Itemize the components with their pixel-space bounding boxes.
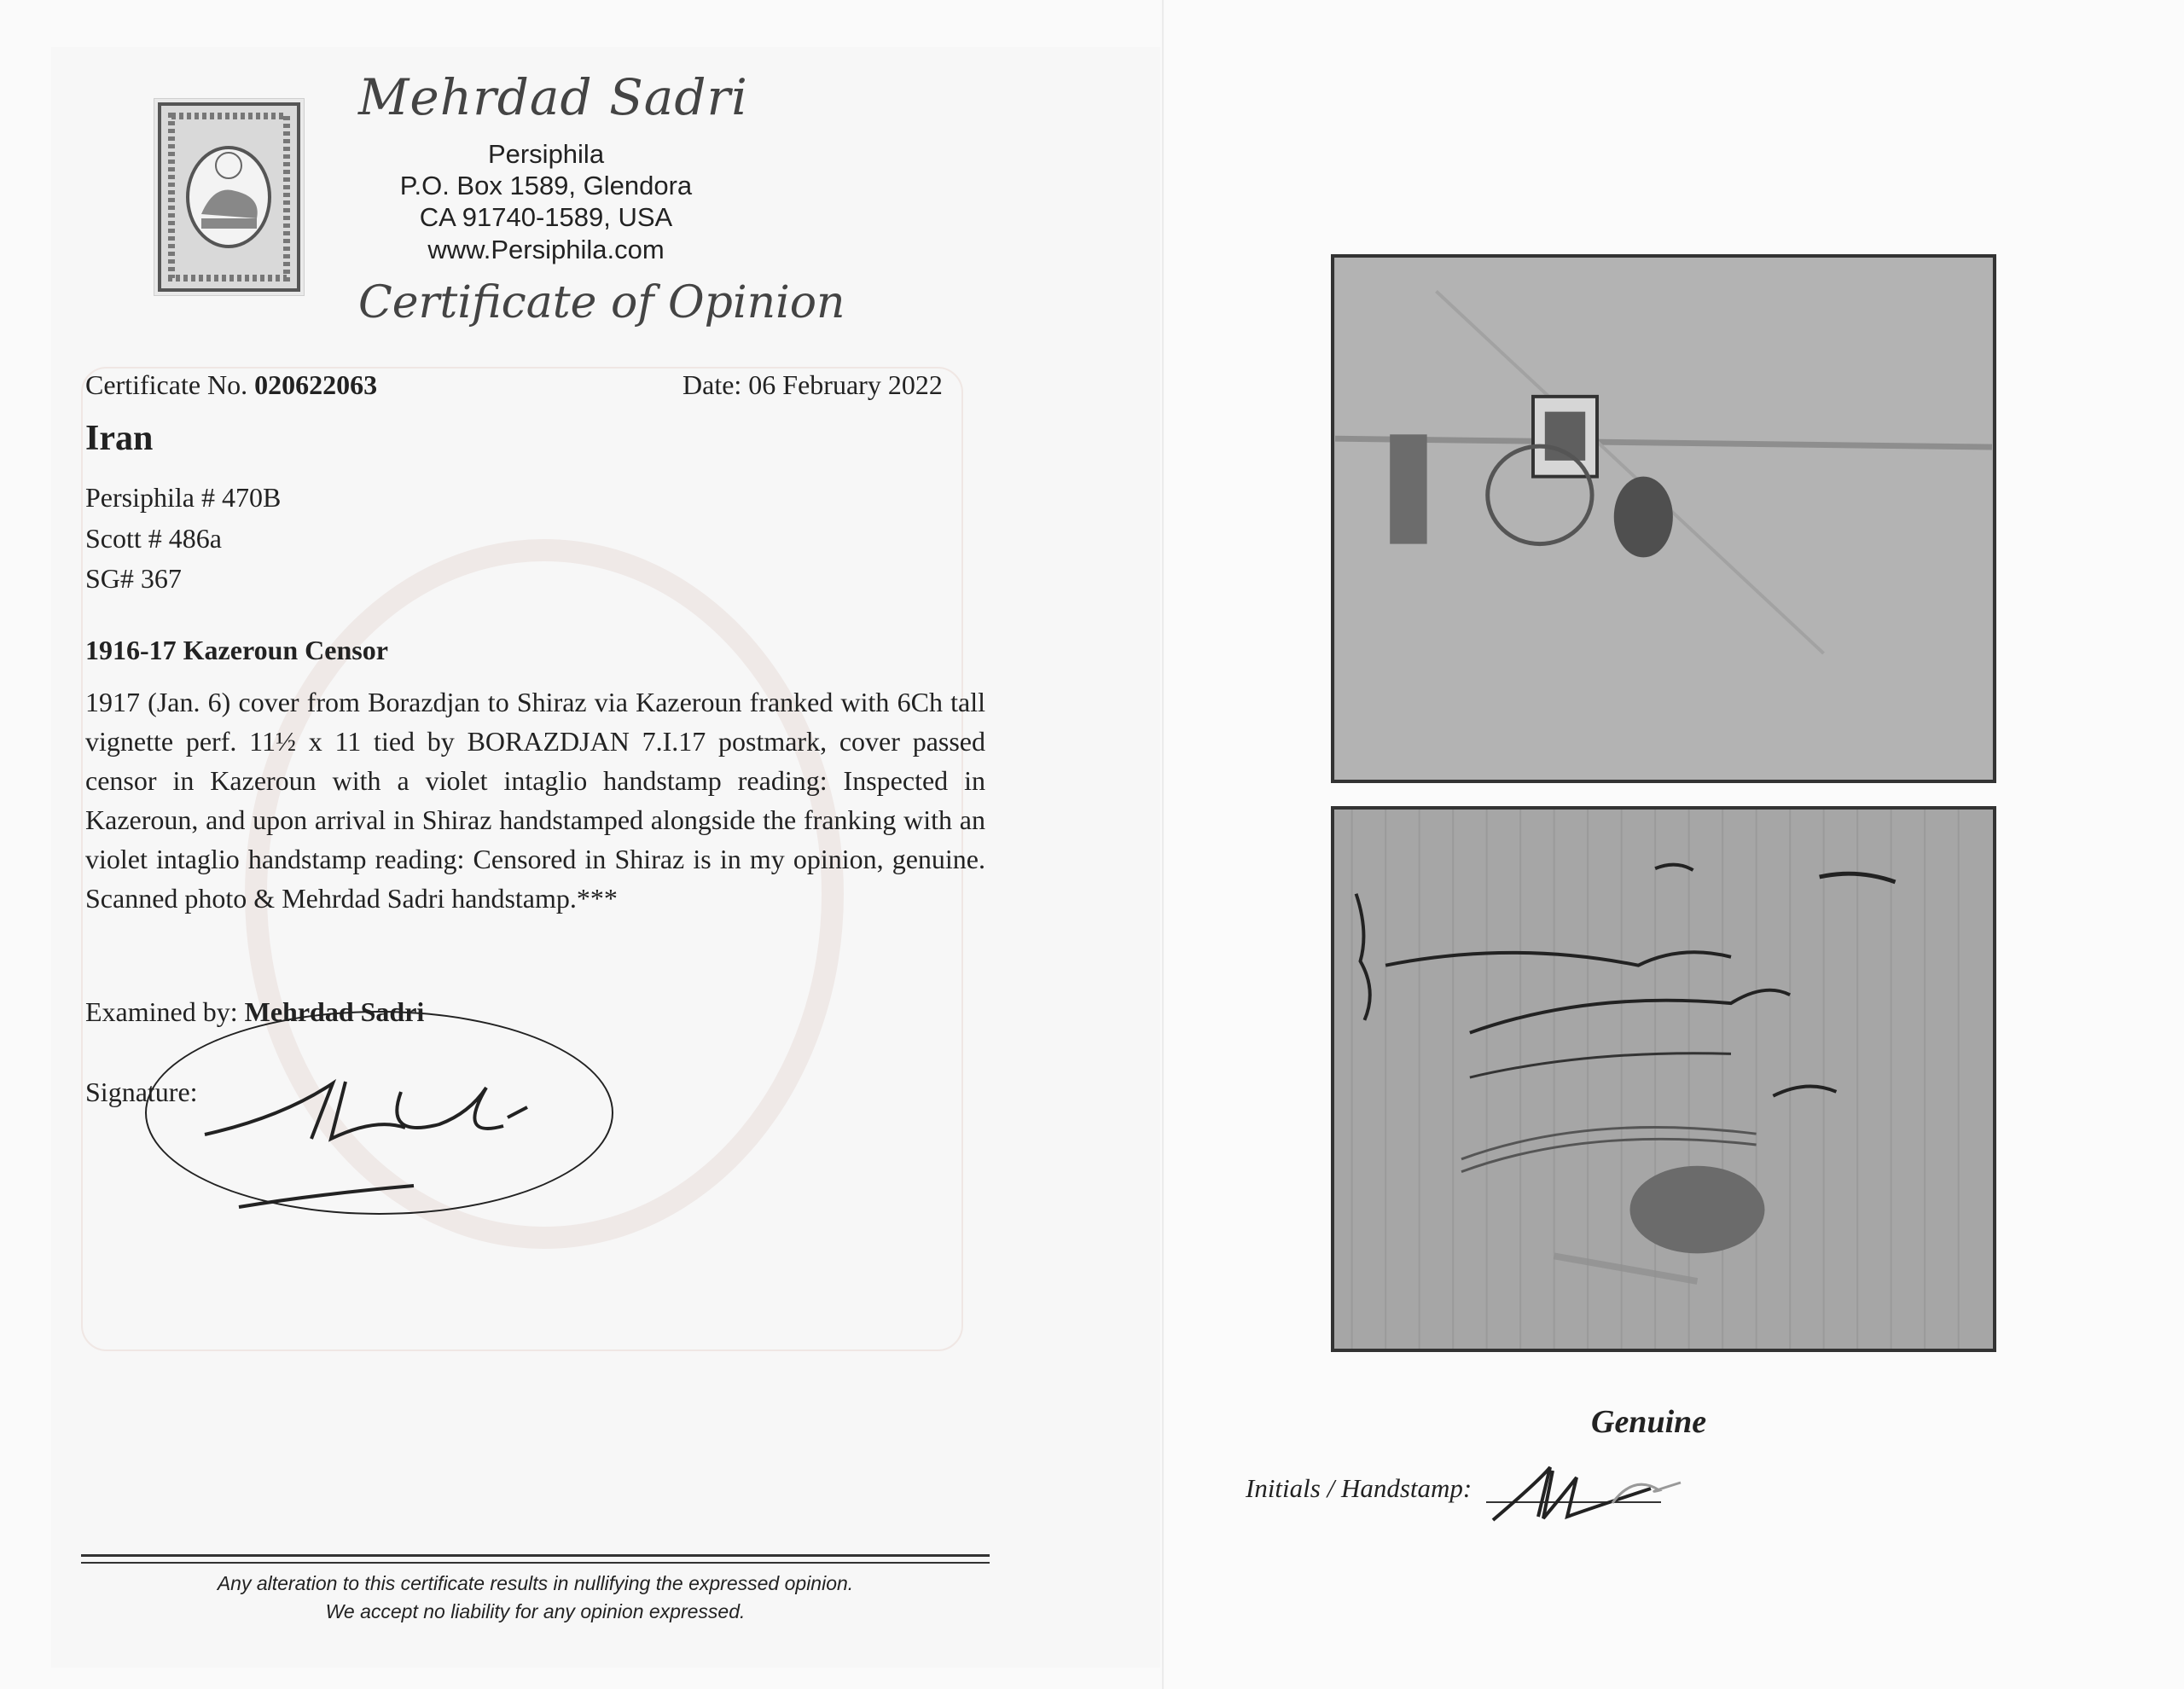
persiphila-number: Persiphila # 470B bbox=[85, 482, 282, 513]
footer-rule bbox=[81, 1554, 990, 1564]
initials-label: Initials / Handstamp: bbox=[1246, 1473, 1472, 1503]
lion-stamp-logo bbox=[154, 98, 305, 296]
page-divider bbox=[1162, 0, 1164, 1689]
certificate-number-label: Certificate No. bbox=[85, 369, 255, 400]
certificate-number-row bbox=[85, 369, 377, 401]
scott-number: Scott # 486a bbox=[85, 523, 222, 554]
cover-front-scan bbox=[1331, 806, 1996, 1352]
country-heading: Iran bbox=[85, 419, 154, 458]
brand-signature-script: Mehrdad Sadri bbox=[358, 68, 748, 126]
cover-front-image bbox=[1334, 810, 1993, 1349]
certificate-number: 020622063 bbox=[254, 369, 378, 400]
address: CA 91740-1589, USA bbox=[419, 202, 673, 232]
cover-back-image bbox=[1334, 258, 1993, 780]
examiner-name: Mehrdad Sadri bbox=[244, 996, 425, 1027]
certificate-description: 1917 (Jan. 6) cover from Borazdjan to Shiraz via Kazeroun franked with 6Ch tall vignette perf. 11½ x 11 tied by BORAZDJAN 7.I.17 postmark, cover passed censor in Kazeroun with a violet intaglio handstamp reading: Inspected in Kazeroun, and upon arrival in Shiraz handstamped alongside the franking with an violet intaglio handstamp reading: Censored in Shiraz is in my opinion, genuine. Scanned photo & Mehrdad Sadri handstamp.*** bbox=[85, 687, 985, 914]
po-box: P.O. Box 1589, Glendora bbox=[399, 171, 693, 200]
examined-label: Examined by: bbox=[85, 996, 245, 1027]
sg-number: SG# 367 bbox=[85, 563, 182, 594]
signature-label: Signature: bbox=[85, 1077, 198, 1107]
lion-stamp-icon bbox=[154, 99, 304, 295]
examiner-signature bbox=[188, 1058, 580, 1237]
initials-signature bbox=[1472, 1450, 1702, 1535]
document-type-title: Certificate of Opinion bbox=[358, 277, 845, 328]
footer-disclaimer-line1: Any alteration to this certificate results in nullifying the expressed opinion. bbox=[217, 1572, 854, 1594]
website-link[interactable]: www.Persiphila.com bbox=[427, 235, 665, 264]
certificate-date: Date: 06 February 2022 bbox=[682, 369, 943, 400]
verdict-label: Genuine bbox=[1591, 1404, 1707, 1440]
company-name: Persiphila bbox=[487, 139, 605, 169]
item-title: 1916-17 Kazeroun Censor bbox=[85, 635, 388, 665]
cover-back-scan bbox=[1331, 254, 1996, 783]
footer-disclaimer-line2: We accept no liability for any opinion expressed. bbox=[325, 1600, 746, 1622]
